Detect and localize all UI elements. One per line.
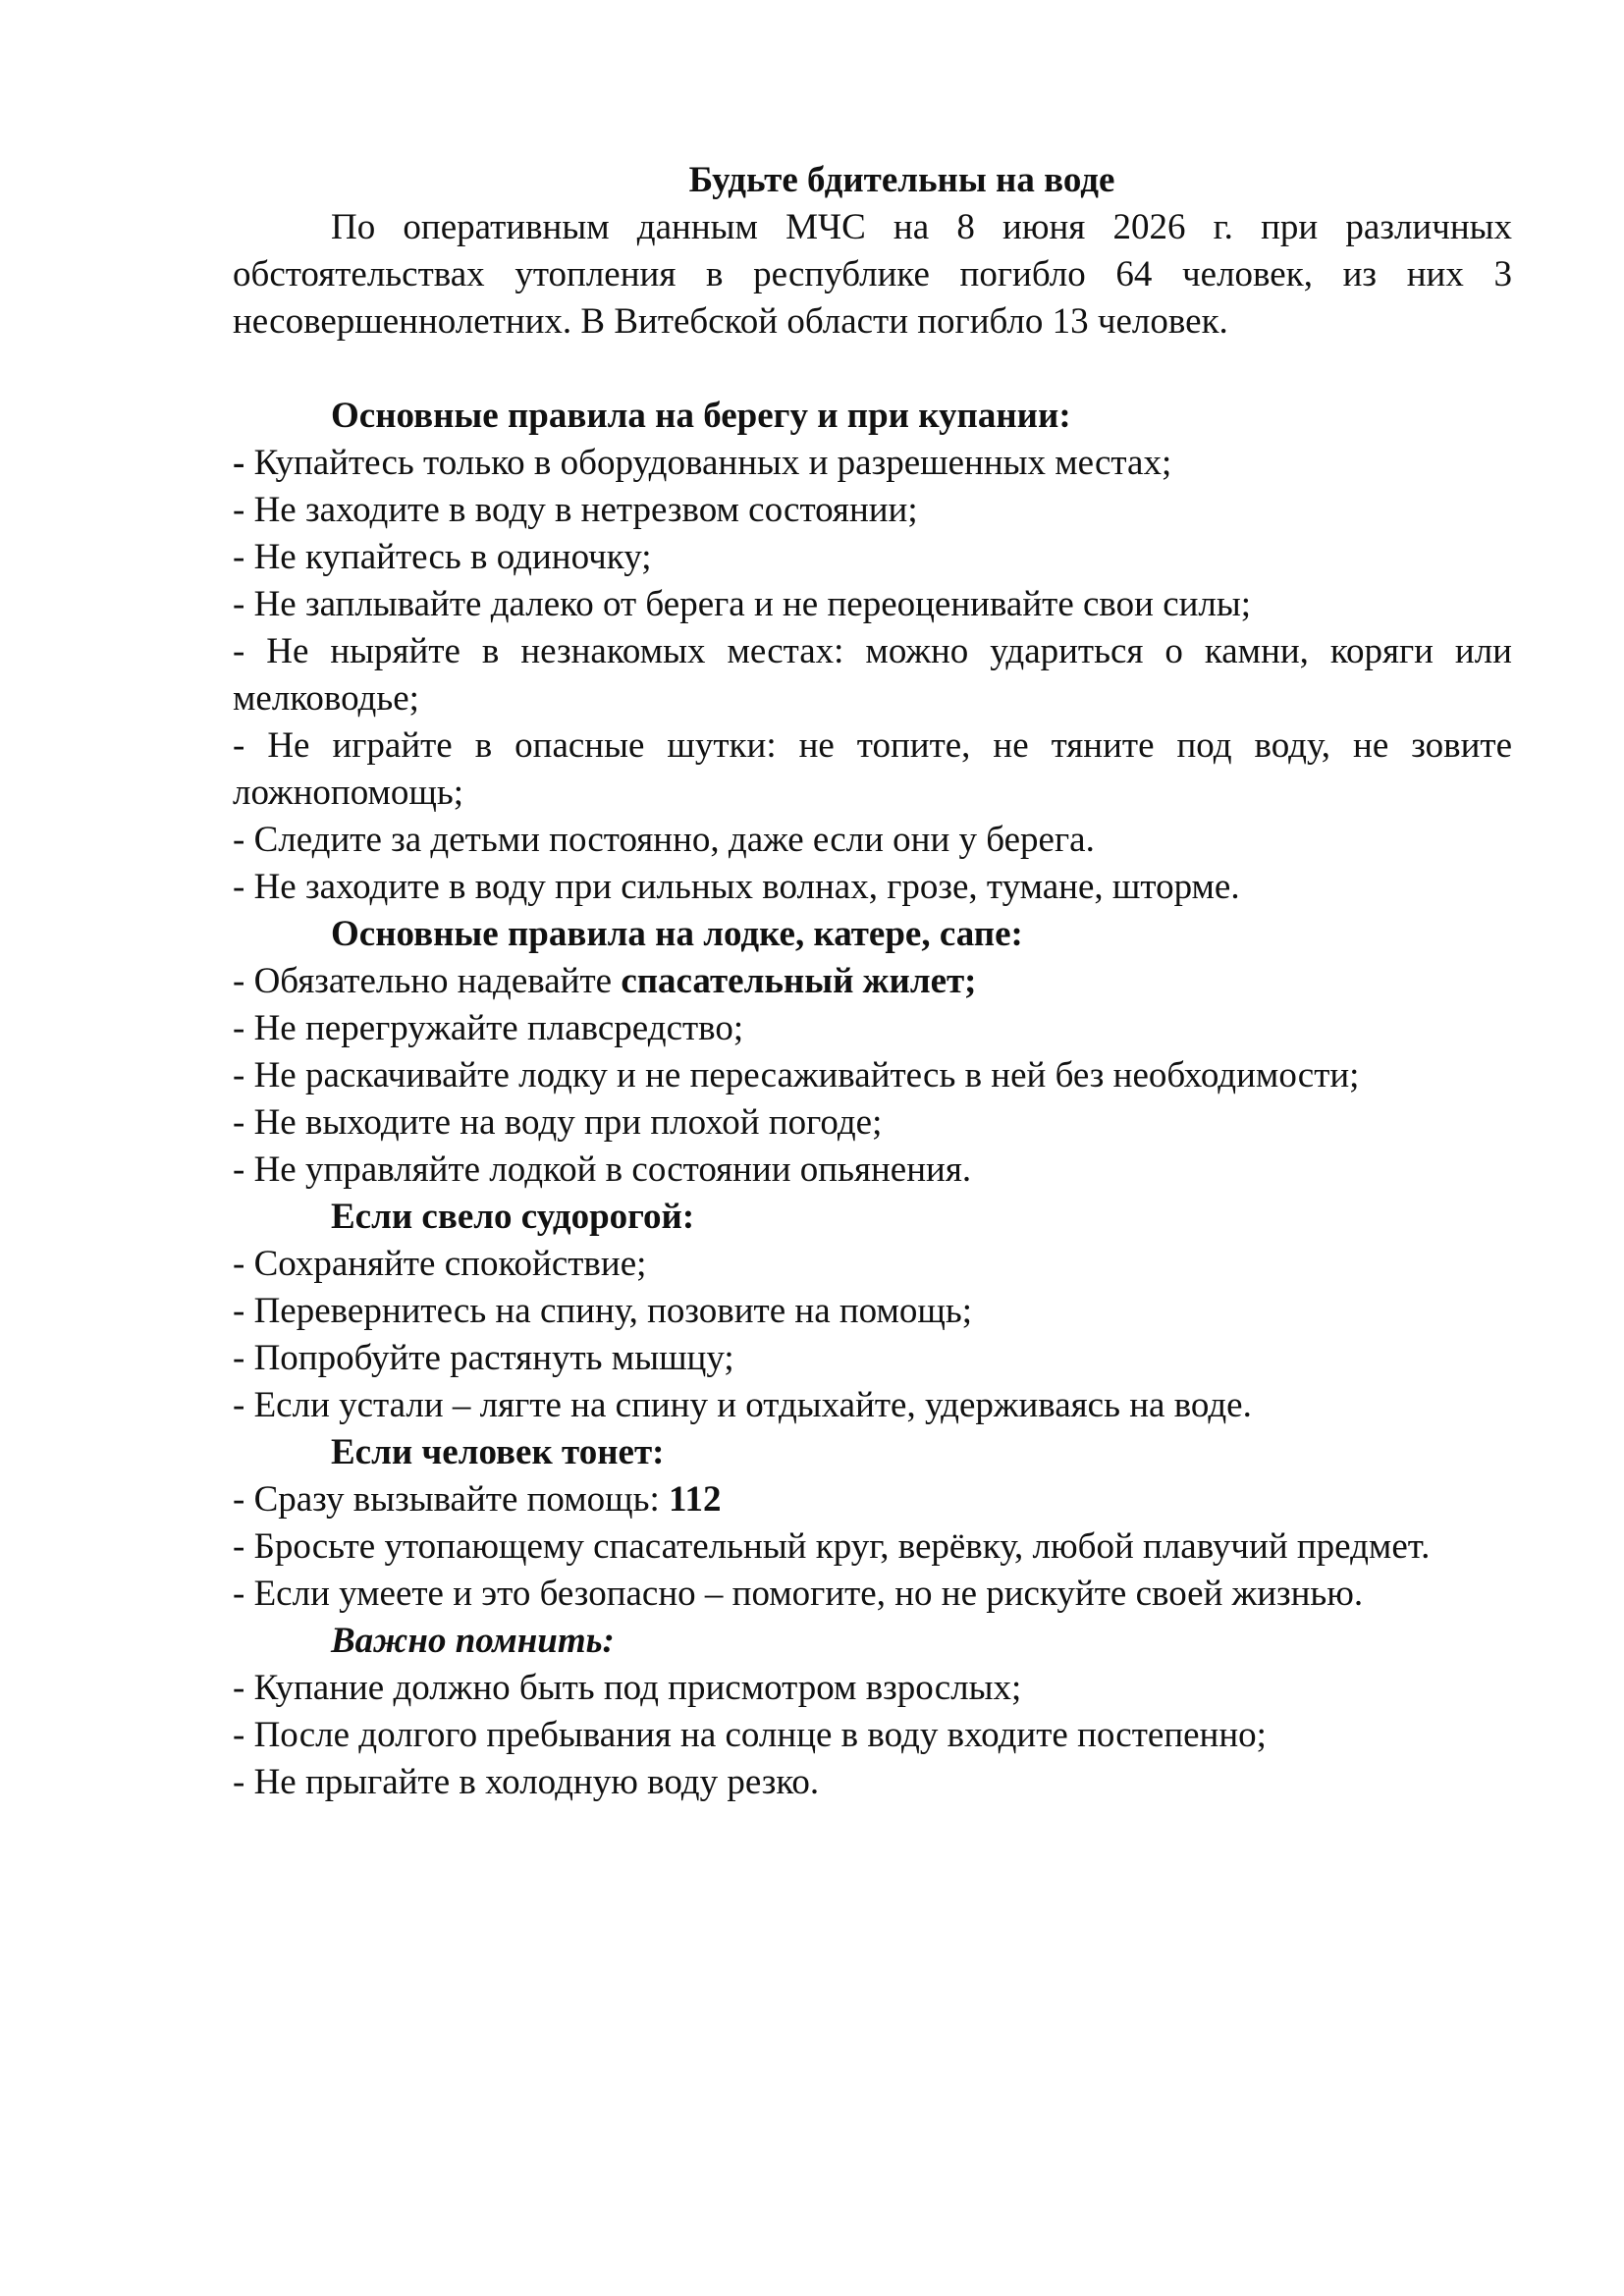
rule-item	[233, 1241, 1512, 1288]
rule-item	[233, 864, 1512, 911]
rule-text: Не перегружайте плавсредство;	[253, 1008, 744, 1048]
rule-item	[233, 1665, 1512, 1712]
section-heading: Основные правила на берегу и при купании:	[331, 396, 1071, 436]
rule-text: Не раскачивайте лодку и не пересаживайтесь в ней без необходимости;	[253, 1055, 1360, 1095]
bullet-dash: -	[233, 1291, 254, 1331]
bullet-dash: -	[233, 490, 254, 530]
rule-item	[233, 1288, 1512, 1335]
bullet-dash: -	[233, 537, 254, 577]
rule-text: Обязательно надевайте	[253, 961, 622, 1001]
section-heading: Важно помнить:	[331, 1621, 615, 1661]
bullet-dash: -	[233, 1149, 254, 1190]
rule-emphasis: 112	[669, 1479, 722, 1520]
bullet-dash: -	[233, 443, 254, 483]
rule-text: Если умеете и это безопасно – помогите, но не рискуйте своей жизнью.	[253, 1574, 1364, 1614]
rule-item	[233, 534, 1512, 581]
rule-text: Если устали – лягте на спину и отдыхайте, удерживаясь на воде.	[253, 1385, 1252, 1425]
bullet-dash: -	[233, 820, 254, 860]
document-title: Будьте бдительны на воде	[688, 160, 1115, 200]
rule-item	[233, 1335, 1512, 1382]
rule-item	[233, 440, 1512, 487]
bullet-dash: -	[233, 1668, 254, 1708]
rule-item	[233, 1147, 1512, 1194]
intro-paragraph: По оперативным данным МЧС на 8 июня 2026 г. при различных обстоятельствах утопления в республике погибло 64 человек, из них 3 несовершеннолетних. В Витебской области погибло 13 человек.	[233, 207, 1512, 342]
rule-item	[233, 722, 1512, 817]
document-page	[233, 157, 1512, 1806]
bullet-dash: -	[233, 961, 254, 1001]
bullet-dash: -	[233, 1574, 254, 1614]
bullet-dash: -	[233, 1715, 254, 1755]
rule-text: Попробуйте растянуть мышцу;	[253, 1338, 734, 1378]
rule-item	[233, 581, 1512, 628]
rule-text: Не прыгайте в холодную воду резко.	[253, 1762, 820, 1802]
bullet-dash: -	[233, 1102, 254, 1143]
rule-item	[233, 1523, 1512, 1571]
rule-item	[233, 958, 1512, 1005]
rule-text: Не заходите в воду в нетрезвом состоянии;	[253, 490, 918, 530]
rules-sections	[233, 393, 1512, 1806]
spacer	[233, 346, 1512, 393]
bullet-dash: -	[233, 1244, 254, 1284]
rule-text: Не купайтесь в одиночку;	[253, 537, 652, 577]
rule-item	[233, 628, 1512, 722]
rule-text: Купайтесь только в оборудованных и разрешенных местах;	[253, 443, 1172, 483]
rule-text: Не играйте в опасные шутки: не топите, не тяните под воду, не зовите ложнопомощь;	[233, 725, 1512, 813]
rule-text: Не заплывайте далеко от берега и не переоценивайте свои силы;	[253, 584, 1252, 624]
rule-text: Не управляйте лодкой в состоянии опьянения.	[253, 1149, 972, 1190]
bullet-dash: -	[233, 1479, 254, 1520]
rule-item	[233, 1099, 1512, 1147]
rule-text: Не заходите в воду при сильных волнах, грозе, тумане, шторме.	[253, 867, 1240, 907]
section-heading: Если человек тонет:	[331, 1432, 665, 1472]
bullet-dash: -	[233, 867, 254, 907]
bullet-dash: -	[233, 631, 267, 671]
bullet-dash: -	[233, 1385, 254, 1425]
rule-text: Перевернитесь на спину, позовите на помощь;	[253, 1291, 973, 1331]
rule-text: Купание должно быть под присмотром взрослых;	[253, 1668, 1022, 1708]
rule-text: Бросьте утопающему спасательный круг, верёвку, любой плавучий предмет.	[253, 1526, 1431, 1567]
bullet-dash: -	[233, 725, 268, 766]
rule-item	[233, 817, 1512, 864]
bullet-dash: -	[233, 1055, 254, 1095]
section-heading: Если свело судорогой:	[331, 1197, 695, 1237]
rule-text: Сохраняйте спокойствие;	[253, 1244, 647, 1284]
bullet-dash: -	[233, 584, 254, 624]
bullet-dash: -	[233, 1338, 254, 1378]
bullet-dash: -	[233, 1762, 254, 1802]
rule-text: Следите за детьми постоянно, даже если они у берега.	[253, 820, 1095, 860]
rule-item	[233, 487, 1512, 534]
rule-item	[233, 1005, 1512, 1052]
rule-item	[233, 1712, 1512, 1759]
rule-text: Не ныряйте в незнакомых местах: можно удариться о камни, коряги или мелководье;	[233, 631, 1512, 719]
rule-text: После долгого пребывания на солнце в воду входите постепенно;	[253, 1715, 1267, 1755]
rule-item	[233, 1759, 1512, 1806]
rule-emphasis: спасательный жилет;	[621, 961, 977, 1001]
rule-item	[233, 1476, 1512, 1523]
rule-item	[233, 1052, 1512, 1099]
rule-text: Сразу вызывайте помощь:	[253, 1479, 670, 1520]
bullet-dash: -	[233, 1008, 254, 1048]
rule-item	[233, 1571, 1512, 1618]
rule-item	[233, 1382, 1512, 1429]
section-heading: Основные правила на лодке, катере, сапе:	[331, 914, 1023, 954]
bullet-dash: -	[233, 1526, 254, 1567]
rule-text: Не выходите на воду при плохой погоде;	[253, 1102, 883, 1143]
